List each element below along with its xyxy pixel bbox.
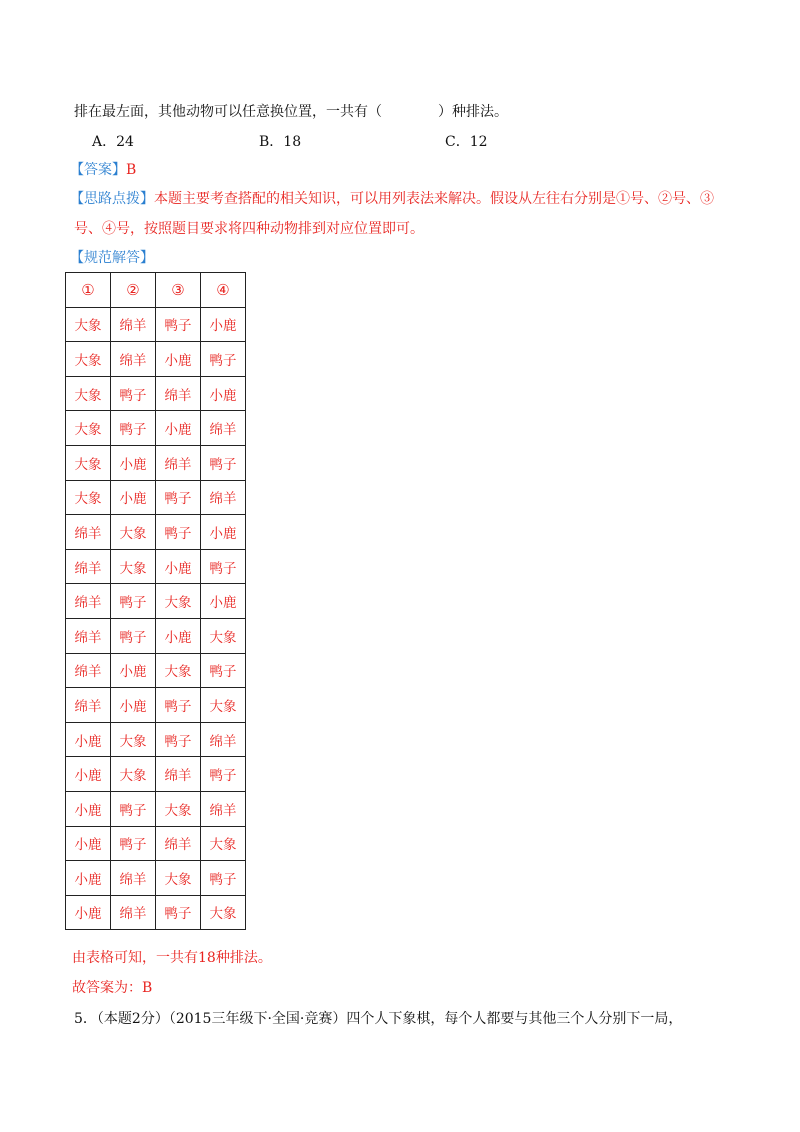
- answer-tag: 【答案】: [70, 162, 126, 178]
- table-cell: 小鹿: [201, 376, 246, 411]
- table-row: [66, 307, 246, 342]
- table-cell: 绵羊: [66, 653, 111, 688]
- table-cell: 绵羊: [111, 895, 156, 930]
- answer-value: B: [126, 162, 137, 178]
- table-row: [66, 584, 246, 619]
- table-cell: 绵羊: [66, 618, 111, 653]
- table-cell: 大象: [66, 376, 111, 411]
- table-cell: 大象: [201, 618, 246, 653]
- table-cell: 小鹿: [66, 791, 111, 826]
- table-cell: 鸭子: [111, 826, 156, 861]
- table-row: [66, 688, 246, 723]
- table-cell: 绵羊: [111, 861, 156, 896]
- table-cell: 大象: [201, 688, 246, 723]
- option-a-value: 24: [116, 134, 134, 150]
- option-b: [259, 131, 301, 151]
- table-cell: 鸭子: [111, 618, 156, 653]
- table-cell: 鸭子: [201, 861, 246, 896]
- table-cell: 大象: [156, 584, 201, 619]
- table-cell: 大象: [201, 895, 246, 930]
- table-cell: 小鹿: [66, 722, 111, 757]
- table-cell: 小鹿: [201, 515, 246, 550]
- table-cell: 绵羊: [156, 826, 201, 861]
- table-cell: 鸭子: [201, 549, 246, 584]
- table-cell: 绵羊: [111, 342, 156, 377]
- table-cell: 鸭子: [201, 445, 246, 480]
- table-cell: 鸭子: [111, 791, 156, 826]
- table-cell: 大象: [156, 791, 201, 826]
- table-cell: 小鹿: [201, 307, 246, 342]
- table-cell: 鸭子: [156, 722, 201, 757]
- table-cell: 小鹿: [156, 342, 201, 377]
- option-c: [445, 131, 488, 151]
- table-cell: 鸭子: [201, 757, 246, 792]
- table-row: [66, 895, 246, 930]
- table-cell: 大象: [156, 861, 201, 896]
- table-row: [66, 791, 246, 826]
- table-row: [66, 826, 246, 861]
- table-row: [66, 757, 246, 792]
- table-header-row: [66, 273, 246, 308]
- table-cell: 小鹿: [111, 653, 156, 688]
- option-b-letter: B．: [259, 134, 284, 150]
- answer-line: [70, 159, 136, 179]
- table-cell: 绵羊: [111, 307, 156, 342]
- table-cell: 大象: [66, 445, 111, 480]
- table-cell: 鸭子: [111, 584, 156, 619]
- solution-tag: 【规范解答】: [70, 250, 154, 266]
- table-cell: 鸭子: [201, 342, 246, 377]
- hint-text-2: 号、④号，按照题目要求将四种动物排到对应位置即可。: [74, 221, 424, 237]
- table-cell: 鸭子: [156, 515, 201, 550]
- table-row: [66, 861, 246, 896]
- table-cell: 鸭子: [156, 688, 201, 723]
- table-header-cell: ④: [201, 273, 246, 308]
- next-question: 5．（本题2分）（2015三年级下·全国·竞赛）四个人下象棋，每个人都要与其他三个人分别下一局，: [74, 1011, 683, 1027]
- conclusion: 由表格可知，一共有18种排法。: [72, 950, 272, 966]
- table-cell: 绵羊: [201, 411, 246, 446]
- table-cell: 大象: [66, 480, 111, 515]
- hint-tag: 【思路点拨】: [70, 191, 154, 207]
- table-cell: 大象: [201, 826, 246, 861]
- table-cell: 鸭子: [111, 376, 156, 411]
- table-cell: 绵羊: [66, 549, 111, 584]
- table-cell: 大象: [66, 307, 111, 342]
- option-a: [92, 131, 134, 151]
- table-cell: 小鹿: [66, 826, 111, 861]
- table-cell: 绵羊: [66, 515, 111, 550]
- table-cell: 小鹿: [111, 688, 156, 723]
- table-row: [66, 549, 246, 584]
- table-cell: 小鹿: [201, 584, 246, 619]
- table-cell: 小鹿: [156, 549, 201, 584]
- table-header-cell: ③: [156, 273, 201, 308]
- table-cell: 鸭子: [111, 411, 156, 446]
- table-row: [66, 653, 246, 688]
- table-row: [66, 445, 246, 480]
- table-cell: 小鹿: [66, 861, 111, 896]
- table-cell: 小鹿: [111, 445, 156, 480]
- hint-line-1: [70, 188, 714, 208]
- table-header-cell: ②: [111, 273, 156, 308]
- table-cell: 鸭子: [156, 480, 201, 515]
- table-cell: 小鹿: [66, 895, 111, 930]
- option-c-letter: C．: [445, 134, 470, 150]
- table-cell: 绵羊: [66, 688, 111, 723]
- table-cell: 小鹿: [156, 618, 201, 653]
- table-cell: 小鹿: [111, 480, 156, 515]
- table-row: [66, 480, 246, 515]
- table-cell: 鸭子: [156, 895, 201, 930]
- table-cell: 绵羊: [201, 480, 246, 515]
- table-row: [66, 376, 246, 411]
- question-tail: 排在最左面，其他动物可以任意换位置，一共有（ ）种排法。: [74, 104, 508, 120]
- option-a-letter: A．: [92, 134, 117, 150]
- table-cell: 绵羊: [201, 722, 246, 757]
- table-cell: 绵羊: [201, 791, 246, 826]
- option-c-value: 12: [469, 134, 488, 150]
- table-cell: 绵羊: [156, 445, 201, 480]
- table-row: [66, 342, 246, 377]
- table-row: [66, 618, 246, 653]
- table-cell: 大象: [66, 342, 111, 377]
- table-cell: 鸭子: [156, 307, 201, 342]
- table-cell: 绵羊: [156, 757, 201, 792]
- table-row: [66, 515, 246, 550]
- table-cell: 大象: [111, 549, 156, 584]
- table-cell: 绵羊: [66, 584, 111, 619]
- table-cell: 大象: [156, 653, 201, 688]
- option-b-value: 18: [283, 134, 302, 150]
- table-cell: 小鹿: [66, 757, 111, 792]
- hint-text-1: 本题主要考查搭配的相关知识，可以用列表法来解决。假设从左往右分别是①号、②号、③: [154, 191, 714, 207]
- table-cell: 鸭子: [201, 653, 246, 688]
- table-row: [66, 722, 246, 757]
- table-cell: 大象: [66, 411, 111, 446]
- table-row: [66, 411, 246, 446]
- table-cell: 绵羊: [156, 376, 201, 411]
- table-cell: 大象: [111, 722, 156, 757]
- table-cell: 大象: [111, 757, 156, 792]
- final-answer: 故答案为：B: [72, 980, 153, 996]
- table-header-cell: ①: [66, 273, 111, 308]
- table-cell: 大象: [111, 515, 156, 550]
- table-cell: 小鹿: [156, 411, 201, 446]
- arrangement-table: [65, 272, 246, 930]
